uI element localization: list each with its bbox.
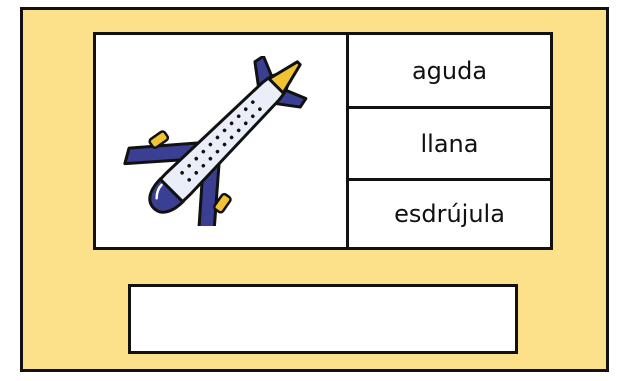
picture-cell bbox=[96, 35, 349, 247]
answer-box[interactable] bbox=[128, 284, 518, 354]
option-aguda[interactable]: aguda bbox=[411, 56, 488, 85]
option-llana[interactable]: llana bbox=[349, 106, 550, 178]
options-column bbox=[349, 35, 550, 247]
airplane-icon bbox=[121, 56, 321, 226]
word-classification-box bbox=[93, 32, 553, 250]
option-esdrujula[interactable]: esdrújula bbox=[349, 178, 550, 247]
